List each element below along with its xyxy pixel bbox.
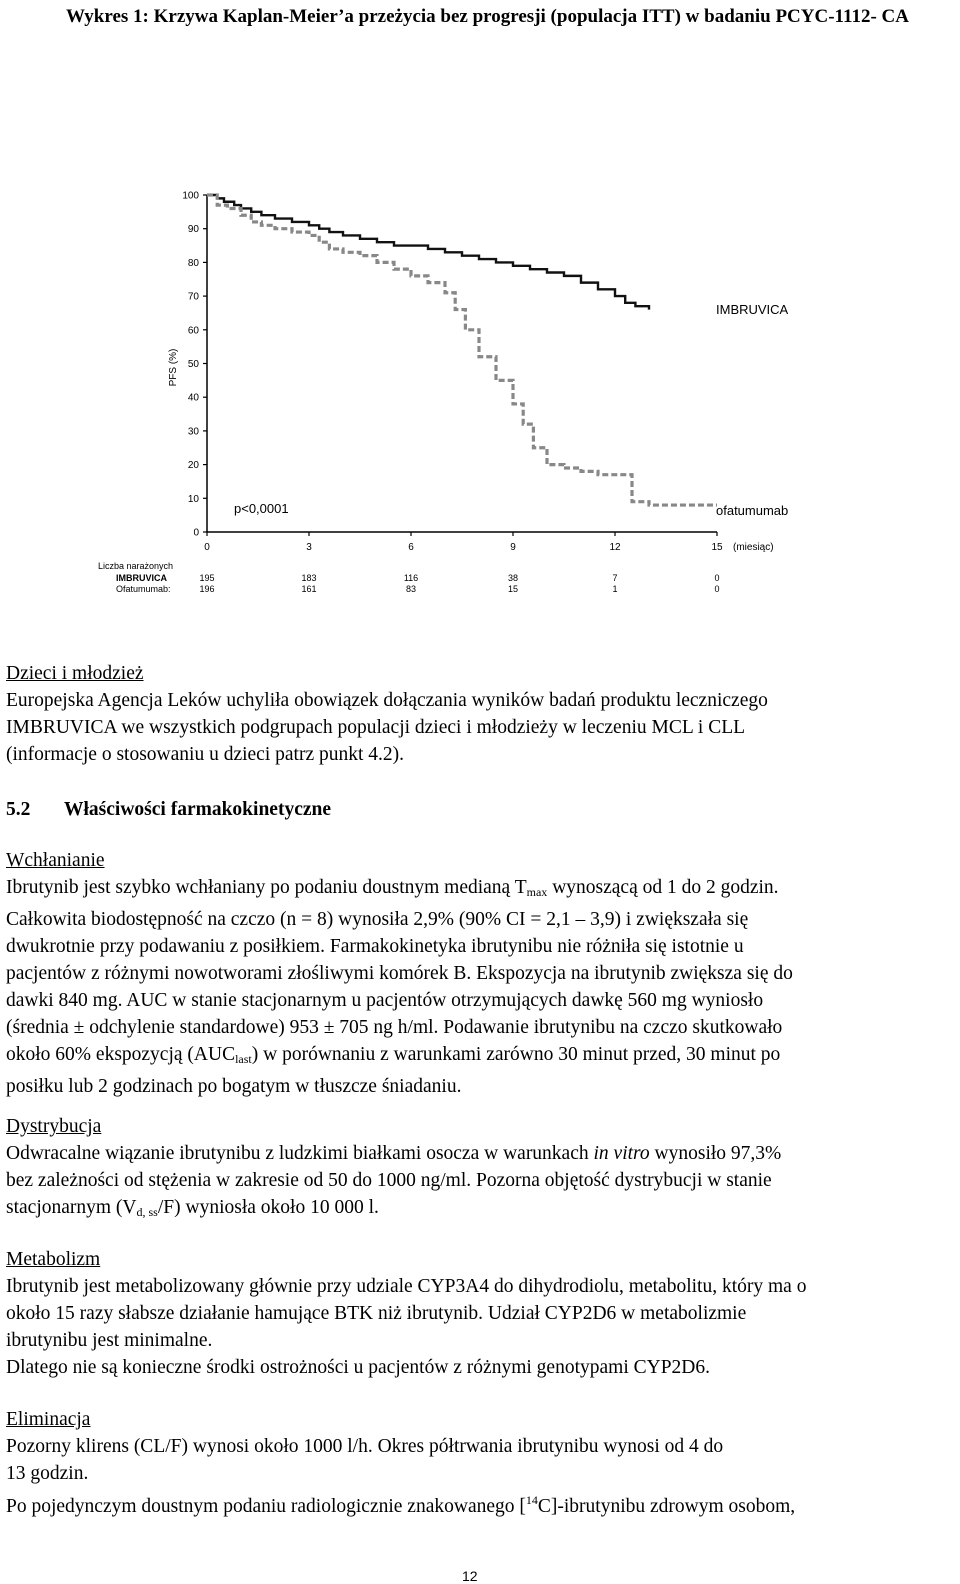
risk-table-value: 0 xyxy=(714,584,720,594)
absorption-line: dwukrotnie przy podawaniu z posiłkiem. Farmakokinetyka ibrutynibu nie różniła się istotnie u xyxy=(6,936,744,957)
risk-table-value: 195 xyxy=(199,573,215,583)
absorption-line: Całkowita biodostępność na czczo (n = 8) wynosiła 2,9% (90% CI = 2,1 – 3,9) i zwiększała się xyxy=(6,909,749,930)
elimination-line: 13 godzin. xyxy=(6,1463,89,1484)
section-heading xyxy=(6,796,956,823)
x-tick-label: 9 xyxy=(510,542,516,553)
y-axis-label: PFS (%) xyxy=(168,348,179,387)
distribution-line: Odwracalne wiązanie ibrutynibu z ludzkimi białkami osocza w warunkach in vitro wynosiło 97,3% xyxy=(6,1143,782,1164)
risk-table-value: 1 xyxy=(612,584,618,594)
y-tick-label: 50 xyxy=(187,359,199,370)
risk-table-value: 15 xyxy=(507,584,519,594)
absorption-line: dawki 840 mg. AUC w stanie stacjonarnym u pacjentów otrzymujących dawkę 560 mg wyniosło xyxy=(6,990,764,1011)
series-line-ofatumumab xyxy=(207,195,717,505)
distribution-section xyxy=(6,1113,956,1226)
x-axis-label: (miesiąc) xyxy=(733,542,774,553)
x-tick-label: 0 xyxy=(204,542,210,553)
pediatrics-heading: Dzieci i młodzież xyxy=(6,663,144,684)
risk-table-value: 116 xyxy=(403,573,419,583)
metabolism-line: Ibrutynib jest metabolizowany głównie przy udziale CYP3A4 do dihydrodiolu, metabolitu, który ma o xyxy=(6,1276,807,1297)
y-tick-label: 10 xyxy=(187,493,199,505)
risk-table-value: 183 xyxy=(301,573,317,583)
metabolism-section xyxy=(6,1246,956,1381)
y-axis xyxy=(168,191,207,539)
y-tick-label: 100 xyxy=(182,190,199,202)
x-tick-label: 15 xyxy=(711,542,723,553)
y-tick-label: 70 xyxy=(187,291,199,303)
absorption-line: posiłku lub 2 godzinach po bogatym w tłuszcze śniadaniu. xyxy=(6,1076,462,1097)
y-tick-label: 80 xyxy=(187,257,199,269)
x-tick-label: 6 xyxy=(408,542,414,553)
y-tick-label: 90 xyxy=(187,224,199,236)
section-title: Właściwości farmakokinetyczne xyxy=(64,799,332,820)
distribution-line: bez zależności od stężenia w zakresie od 50 do 1000 ng/ml. Pozorna objętość dystrybucji w stanie xyxy=(6,1170,772,1191)
km-chart xyxy=(90,175,830,600)
y-tick-label: 30 xyxy=(187,426,199,438)
elimination-line: Po pojedynczym doustnym podaniu radiologicznie znakowanego [$^{14}$C]-ibrutynibu zdrowym osobom, xyxy=(6,1493,796,1517)
elimination-heading: Eliminacja xyxy=(6,1409,91,1430)
metabolism-line: Dlatego nie są konieczne środki ostrożności u pacjentów z różnymi genotypami CYP2D6. xyxy=(6,1357,710,1378)
risk-table-value: 38 xyxy=(507,573,519,583)
risk-table-value: 161 xyxy=(301,584,317,594)
y-tick-label: 60 xyxy=(187,325,199,337)
absorption-line: (średnia ± odchylenie standardowe) 953 ± 705 ng h/ml. Podawanie ibrutynibu na czczo skutkowało xyxy=(6,1017,783,1038)
risk-table-row-name: IMBRUVICA xyxy=(116,573,167,583)
figure-title: Wykres 1: Krzywa Kaplan-Meier’a przeżycia bez progresji (populacja ITT) w badaniu PCYC-1112- CA xyxy=(66,6,909,27)
distribution-line: stacjonarnym $(V_{d, ss}/F)$ wyniosła około 10 000 l. xyxy=(6,1197,379,1219)
series-line-imbruvica xyxy=(207,195,649,310)
risk-table-value: 83 xyxy=(405,584,417,594)
elimination-section xyxy=(6,1406,956,1520)
pediatrics-line: IMBRUVICA we wszystkich podgrupach populacji dzieci i młodzieży w leczeniu MCL i CLL xyxy=(6,717,746,738)
risk-table xyxy=(98,561,720,594)
risk-table-row-name: Ofatumumab: xyxy=(116,584,171,594)
p-value-annotation: p<0,0001 xyxy=(234,501,289,516)
absorption-line: Ibrutynib jest szybko wchłaniany po podaniu doustnym medianą $T_{max}$ wynoszącą od 1 do 2 godzin. xyxy=(6,877,779,899)
absorption-line: około 60% ekspozycją $(AUC_{last})$ w porównaniu z warunkami zarówno 30 minut przed, 30 minut po xyxy=(6,1044,781,1066)
series-label: ofatumumab xyxy=(716,503,789,518)
y-tick-label: 0 xyxy=(193,527,199,539)
x-tick-label: 12 xyxy=(609,542,621,553)
pediatrics-line: Europejska Agencja Leków uchyliła obowiązek dołączania wyników badań produktu leczniczego xyxy=(6,690,768,711)
section-number: 5.2 xyxy=(6,799,31,820)
absorption-heading: Wchłanianie xyxy=(6,850,105,871)
metabolism-heading: Metabolizm xyxy=(6,1249,101,1270)
absorption-section xyxy=(6,847,956,1100)
risk-table-value: 7 xyxy=(612,573,618,583)
y-tick-label: 40 xyxy=(187,392,199,404)
risk-table-value: 196 xyxy=(199,584,215,594)
y-tick-label: 20 xyxy=(187,460,199,472)
elimination-line: Pozorny klirens (CL/F) wynosi około 1000 l/h. Okres półtrwania ibrutynibu wynosi od 4 do xyxy=(6,1436,724,1457)
series-label: IMBRUVICA xyxy=(716,302,789,317)
absorption-line: pacjentów z różnymi nowotworami złośliwymi komórek B. Ekspozycja na ibrutynib zwiększa się do xyxy=(6,963,793,984)
x-axis xyxy=(204,532,773,553)
risk-table-value: 0 xyxy=(714,573,720,583)
pediatrics-section xyxy=(6,660,956,768)
page-number: 12 xyxy=(462,1568,478,1584)
metabolism-line: około 15 razy słabsze działanie hamujące BTK niż ibrutynib. Udział CYP2D6 w metabolizmie xyxy=(6,1303,747,1324)
metabolism-line: ibrutynibu jest minimalne. xyxy=(6,1330,213,1351)
distribution-heading: Dystrybucja xyxy=(6,1116,102,1137)
risk-table-label: Liczba narażonych xyxy=(98,561,174,571)
pediatrics-line: (informacje o stosowaniu u dzieci patrz punkt 4.2). xyxy=(6,744,405,765)
x-tick-label: 3 xyxy=(306,542,312,553)
